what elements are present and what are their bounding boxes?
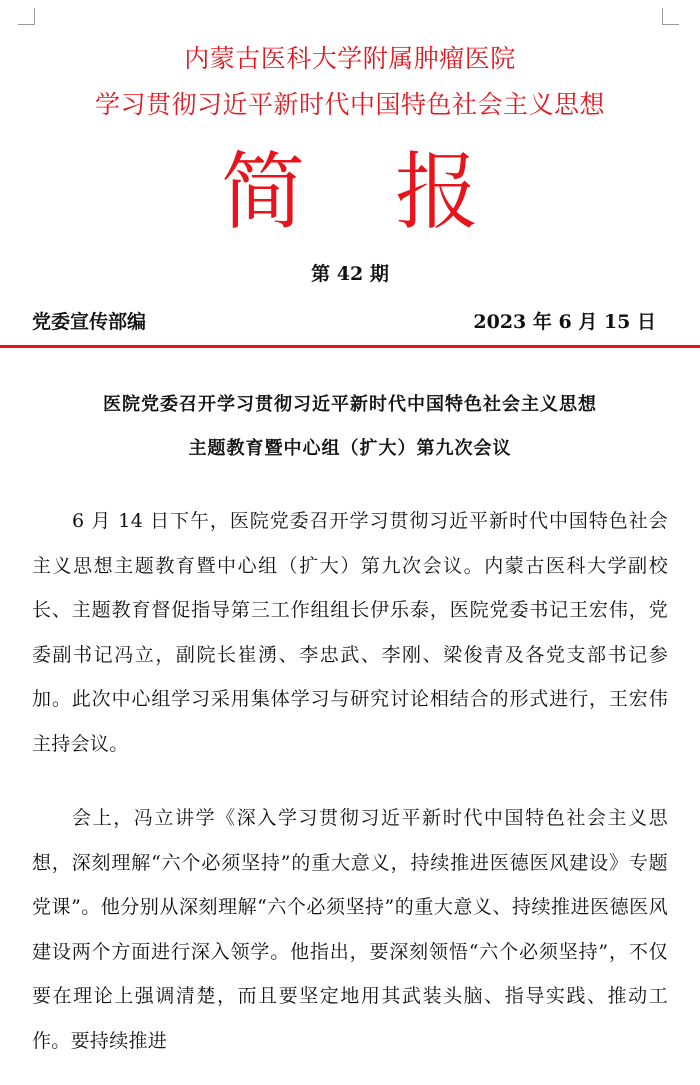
publish-date: 2023 年 6 月 15 日 — [473, 311, 656, 333]
article-title-line-1: 医院党委召开学习贯彻习近平新时代中国特色社会主义思想 — [103, 394, 597, 415]
theme-line: 学习贯彻习近平新时代中国特色社会主义思想 — [94, 90, 605, 119]
article-paragraph-1: 6 月 14 日下午，医院党委召开学习贯彻习近平新时代中国特色社会主义思想主题教育暨中心组（扩大）第九次会议。内蒙古医科大学副校长、主题教育督促指导第三工作组组长伊乐泰，医院党委书记王宏伟，党委副书记冯立，副院长崔湧、李忠武、李刚、梁俊青及各党支部书记参加。此次中心组学习采用集体学习与研究讨论相结合的形式进行，王宏伟主持会议。 — [32, 510, 668, 755]
crop-mark-top-right — [662, 8, 679, 25]
editor-department: 党委宣传部编 — [32, 311, 147, 333]
article-paragraph-2: 会上，冯立讲学《深入学习贯彻习近平新时代中国特色社会主义思想，深刻理解“六个必须坚持”的重大意义，持续推进医德医风建设》专题党课”。他分别从深刻理解“六个必须坚持”的重大意义、持续推进医德医风建设两个方面进行深入领学。他指出，要深刻领悟“六个必须坚持”，不仅要在理论上强调清楚，而且要坚定地用其武装头脑、指导实践、推动工作。要持续推进 — [32, 807, 668, 1052]
institution-name: 内蒙古医科大学附属肿瘤医院 — [184, 44, 516, 73]
red-divider — [0, 345, 700, 348]
masthead-title: 简报 — [220, 143, 569, 241]
article-title-line-2: 主题教育暨中心组（扩大）第九次会议 — [188, 438, 512, 459]
issue-number: 第 42 期 — [311, 263, 389, 285]
crop-mark-top-left — [18, 8, 35, 25]
